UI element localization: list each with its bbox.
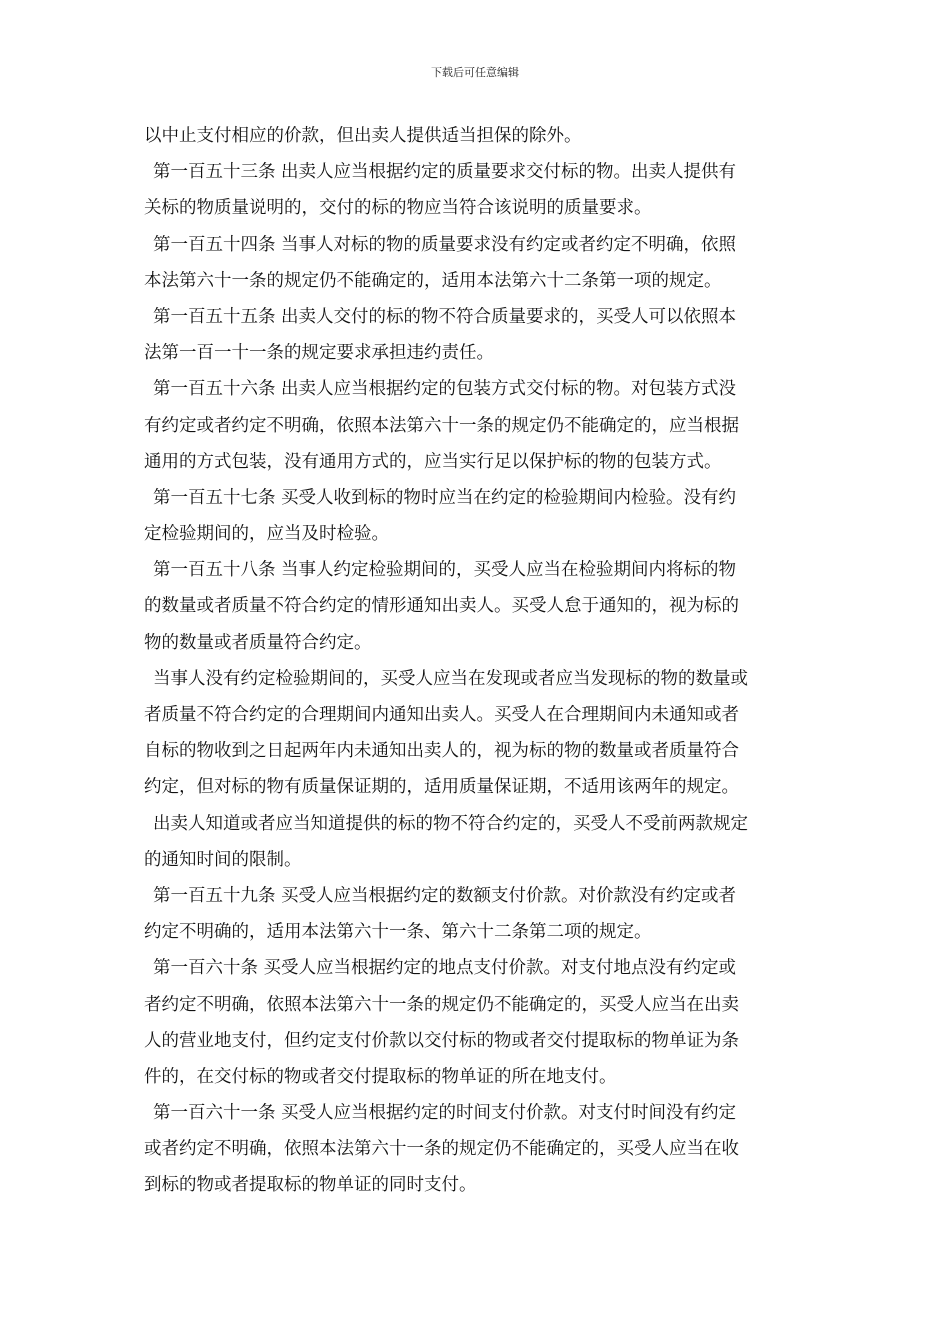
text-line: 第一百五十四条 当事人对标的物的质量要求没有约定或者约定不明确，依照 — [153, 234, 737, 255]
page-header: 下载后可任意编辑 — [431, 66, 519, 79]
text-line: 者质量不符合约定的合理期间内通知出卖人。买受人在合理期间内未通知或者 — [144, 705, 739, 725]
text-line: 出卖人知道或者应当知道提供的标的物不符合约定的，买受人不受前两款规定 — [153, 813, 748, 834]
text-line: 当事人没有约定检验期间的，买受人应当在发现或者应当发现标的物的数量或 — [153, 668, 748, 689]
text-line: 第一百五十七条 买受人收到标的物时应当在约定的检验期间内检验。没有约 — [153, 487, 737, 508]
text-line: 第一百六十条 买受人应当根据约定的地点支付价款。对支付地点没有约定或 — [153, 958, 737, 979]
text-line: 通用的方式包装，没有通用方式的，应当实行足以保护标的物的包装方式。 — [144, 451, 722, 472]
text-line: 件的，在交付标的物或者交付提取标的物单证的所在地支付。 — [144, 1066, 617, 1087]
text-line: 自标的物收到之日起两年内未通知出卖人的，视为标的物的数量或者质量符合 — [144, 741, 739, 762]
text-line: 第一百五十六条 出卖人应当根据约定的包装方式交付标的物。对包装方式没 — [153, 379, 737, 400]
text-line: 约定不明确的，适用本法第六十一条、第六十二条第二项的规定。 — [144, 922, 652, 943]
text-line: 物的数量或者质量符合约定。 — [144, 632, 372, 653]
text-line: 有约定或者约定不明确，依照本法第六十一条的规定仍不能确定的，应当根据 — [144, 415, 739, 436]
text-line: 第一百五十五条 出卖人交付的标的物不符合质量要求的，买受人可以依照本 — [153, 306, 737, 327]
document-body — [144, 118, 810, 1204]
text-line: 以中止支付相应的价款，但出卖人提供适当担保的除外。 — [144, 126, 582, 146]
text-line: 或者约定不明确，依照本法第六十一条的规定仍不能确定的，买受人应当在收 — [144, 1139, 739, 1160]
text-line: 约定，但对标的物有质量保证期的，适用质量保证期，不适用该两年的规定。 — [144, 777, 739, 798]
text-line: 人的营业地支付，但约定支付价款以交付标的物或者交付提取标的物单证为条 — [144, 1030, 739, 1051]
text-line: 第一百六十一条 买受人应当根据约定的时间支付价款。对支付时间没有约定 — [153, 1103, 737, 1124]
text-line: 第一百五十三条 出卖人应当根据约定的质量要求交付标的物。出卖人提供有 — [153, 162, 737, 183]
text-line: 定检验期间的，应当及时检验。 — [144, 524, 389, 545]
text-line: 到标的物或者提取标的物单证的同时支付。 — [144, 1175, 477, 1196]
text-line: 的通知时间的限制。 — [144, 849, 302, 870]
text-line: 本法第六十一条的规定仍不能确定的，适用本法第六十二条第一项的规定。 — [144, 270, 722, 291]
text-line: 第一百五十九条 买受人应当根据约定的数额支付价款。对价款没有约定或者 — [153, 885, 737, 906]
text-line: 法第一百一十一条的规定要求承担违约责任。 — [144, 343, 494, 364]
text-line: 第一百五十八条 当事人约定检验期间的，买受人应当在检验期间内将标的物 — [153, 560, 737, 581]
text-line: 的数量或者质量不符合约定的情形通知出卖人。买受人怠于通知的，视为标的 — [144, 596, 739, 617]
text-line: 关标的物质量说明的，交付的标的物应当符合该说明的质量要求。 — [144, 198, 652, 219]
text-line: 者约定不明确，依照本法第六十一条的规定仍不能确定的，买受人应当在出卖 — [144, 994, 739, 1015]
